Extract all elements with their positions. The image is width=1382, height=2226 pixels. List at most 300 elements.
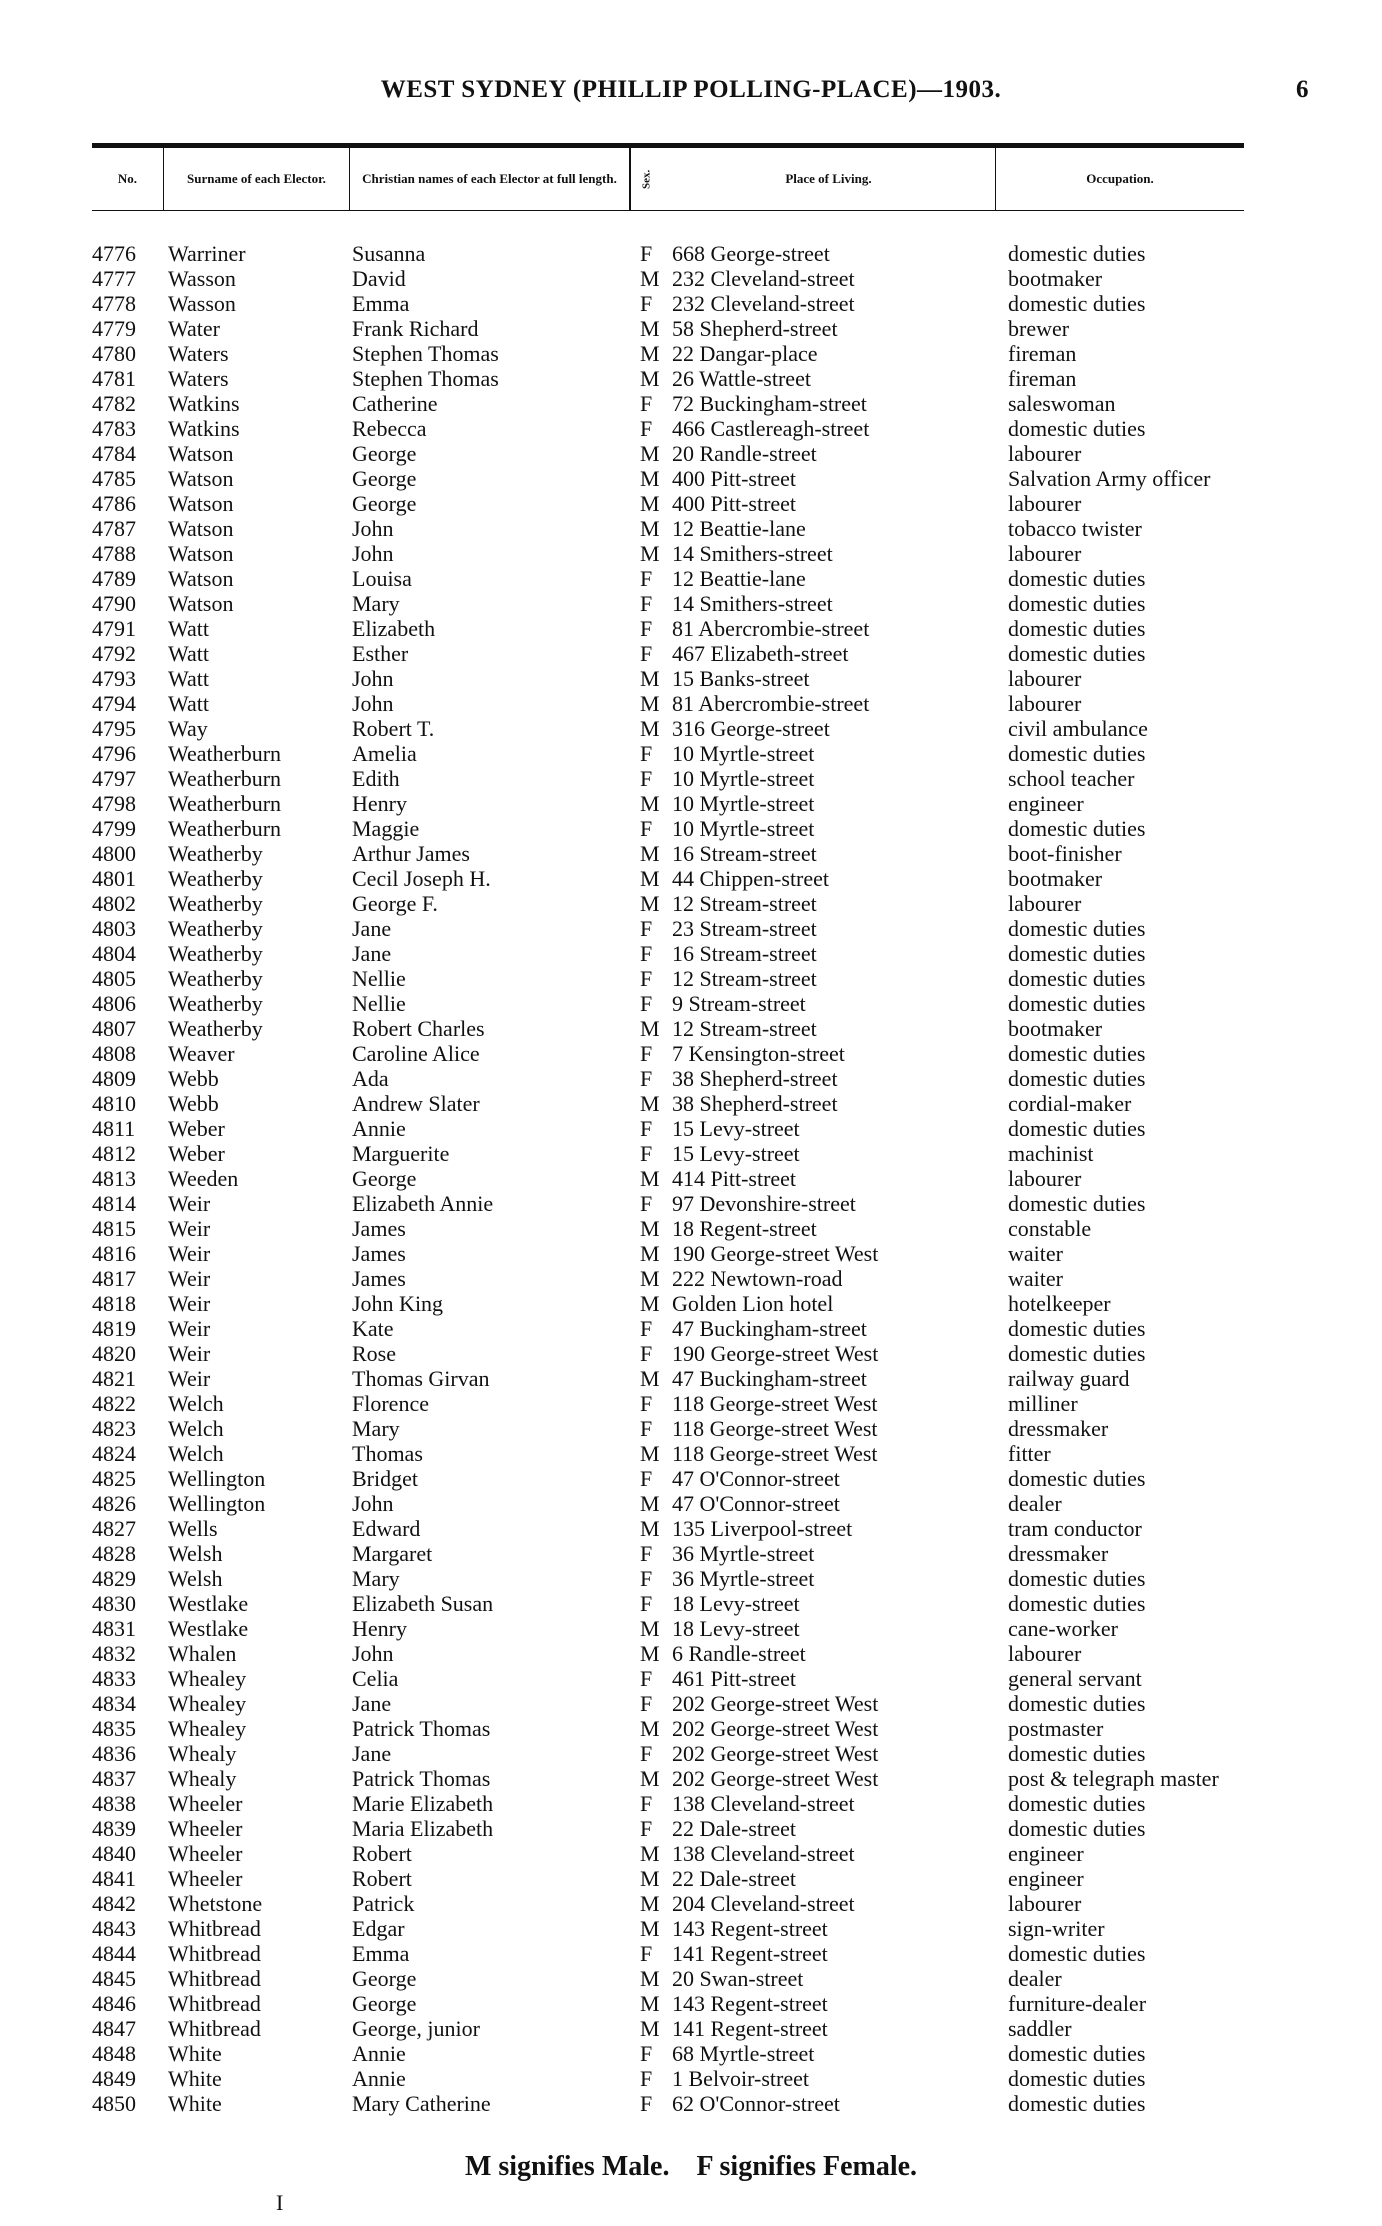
elector-sex: M [640, 266, 660, 291]
elector-christian-names: Stephen Thomas [352, 341, 499, 366]
elector-christian-names: John [352, 516, 394, 541]
elector-christian-names: George [352, 466, 417, 491]
elector-christian-names: Nellie [352, 991, 406, 1016]
elector-sex: F [640, 1466, 653, 1491]
elector-surname: Weber [168, 1116, 225, 1141]
elector-occupation: fireman [1008, 341, 1077, 366]
elector-christian-names: Henry [352, 1616, 407, 1641]
elector-sex: M [640, 866, 660, 891]
elector-occupation: cane-worker [1008, 1616, 1118, 1641]
elector-sex: M [640, 1441, 660, 1466]
elector-sex: M [640, 441, 660, 466]
elector-occupation: bootmaker [1008, 266, 1103, 291]
table-row [0, 1516, 1382, 1541]
elector-sex: M [640, 1841, 660, 1866]
table-row [0, 1016, 1382, 1041]
elector-occupation: domestic duties [1008, 816, 1146, 841]
elector-christian-names: Annie [352, 2041, 406, 2066]
elector-christian-names: Mary Catherine [352, 2091, 491, 2116]
table-row [0, 941, 1382, 966]
elector-surname: Welsh [168, 1566, 223, 1591]
elector-place-of-living: 97 Devonshire-street [672, 1191, 856, 1216]
elector-place-of-living: 202 George-street West [672, 1741, 879, 1766]
table-row [0, 1416, 1382, 1441]
elector-number: 4780 [92, 341, 136, 366]
elector-christian-names: Andrew Slater [352, 1091, 480, 1116]
elector-number: 4832 [92, 1641, 136, 1666]
elector-place-of-living: 143 Regent-street [672, 1916, 828, 1941]
elector-place-of-living: 26 Wattle-street [672, 366, 811, 391]
elector-number: 4822 [92, 1391, 136, 1416]
table-row [0, 541, 1382, 566]
elector-number: 4815 [92, 1216, 136, 1241]
elector-occupation: general servant [1008, 1666, 1142, 1691]
elector-christian-names: Jane [352, 1741, 392, 1766]
elector-christian-names: Esther [352, 641, 409, 666]
elector-place-of-living: 81 Abercrombie-street [672, 616, 870, 641]
elector-place-of-living: 1 Belvoir-street [672, 2066, 810, 2091]
elector-place-of-living: 400 Pitt-street [672, 466, 797, 491]
elector-surname: Watt [168, 616, 209, 641]
elector-christian-names: Edward [352, 1516, 421, 1541]
table-row [0, 1441, 1382, 1466]
elector-number: 4823 [92, 1416, 136, 1441]
elector-place-of-living: 10 Myrtle-street [672, 741, 815, 766]
elector-place-of-living: 12 Beattie-lane [672, 516, 806, 541]
elector-christian-names: Edgar [352, 1916, 405, 1941]
elector-number: 4850 [92, 2091, 136, 2116]
elector-surname: Whealy [168, 1766, 237, 1791]
elector-number: 4785 [92, 466, 136, 491]
elector-sex: M [640, 1616, 660, 1641]
elector-number: 4793 [92, 666, 136, 691]
elector-surname: Wasson [168, 266, 236, 291]
elector-number: 4776 [92, 241, 136, 266]
elector-occupation: labourer [1008, 441, 1082, 466]
table-row [0, 1366, 1382, 1391]
elector-place-of-living: 10 Myrtle-street [672, 816, 815, 841]
elector-number: 4788 [92, 541, 136, 566]
elector-sex: M [640, 366, 660, 391]
elector-surname: Weatherby [168, 891, 263, 916]
elector-number: 4847 [92, 2016, 136, 2041]
elector-number: 4841 [92, 1866, 136, 1891]
elector-place-of-living: 232 Cleveland-street [672, 291, 855, 316]
elector-occupation: brewer [1008, 316, 1070, 341]
elector-christian-names: John [352, 1491, 394, 1516]
elector-place-of-living: 467 Elizabeth-street [672, 641, 849, 666]
elector-christian-names: John [352, 691, 394, 716]
elector-occupation: bootmaker [1008, 1016, 1103, 1041]
elector-place-of-living: Golden Lion hotel [672, 1291, 834, 1316]
elector-sex: F [640, 1541, 653, 1566]
elector-christian-names: Marie Elizabeth [352, 1791, 494, 1816]
elector-number: 4801 [92, 866, 136, 891]
elector-christian-names: Mary [352, 1566, 400, 1591]
elector-number: 4796 [92, 741, 136, 766]
table-row [0, 891, 1382, 916]
elector-christian-names: John [352, 1641, 394, 1666]
table-row [0, 1591, 1382, 1616]
elector-occupation: hotelkeeper [1008, 1291, 1111, 1316]
elector-sex: M [640, 1716, 660, 1741]
elector-christian-names: Jane [352, 941, 392, 966]
elector-occupation: domestic duties [1008, 991, 1146, 1016]
table-row [0, 791, 1382, 816]
elector-sex: F [640, 291, 653, 316]
elector-surname: Weatherby [168, 941, 263, 966]
elector-number: 4777 [92, 266, 136, 291]
elector-place-of-living: 38 Shepherd-street [672, 1066, 838, 1091]
elector-christian-names: James [352, 1266, 406, 1291]
table-row [0, 2016, 1382, 2041]
elector-number: 4799 [92, 816, 136, 841]
elector-place-of-living: 190 George-street West [672, 1341, 879, 1366]
elector-sex: M [640, 491, 660, 516]
table-row [0, 466, 1382, 491]
table-row [0, 1841, 1382, 1866]
elector-occupation: domestic duties [1008, 616, 1146, 641]
elector-number: 4789 [92, 566, 136, 591]
elector-number: 4783 [92, 416, 136, 441]
elector-sex: F [640, 1066, 653, 1091]
elector-occupation: waiter [1008, 1266, 1063, 1291]
elector-number: 4840 [92, 1841, 136, 1866]
elector-surname: Weaver [168, 1041, 235, 1066]
table-row [0, 1041, 1382, 1066]
elector-christian-names: Kate [352, 1316, 394, 1341]
elector-occupation: domestic duties [1008, 941, 1146, 966]
elector-sex: F [640, 616, 653, 641]
elector-occupation: domestic duties [1008, 916, 1146, 941]
elector-christian-names: James [352, 1241, 406, 1266]
elector-number: 4779 [92, 316, 136, 341]
elector-place-of-living: 190 George-street West [672, 1241, 879, 1266]
table-row [0, 1941, 1382, 1966]
elector-number: 4784 [92, 441, 136, 466]
elector-place-of-living: 47 O'Connor-street [672, 1491, 840, 1516]
elector-number: 4827 [92, 1516, 136, 1541]
elector-christian-names: John [352, 666, 394, 691]
elector-sex: F [640, 1341, 653, 1366]
elector-christian-names: Elizabeth Annie [352, 1191, 494, 1216]
elector-surname: Waters [168, 341, 229, 366]
elector-surname: Way [168, 716, 208, 741]
elector-christian-names: George [352, 441, 417, 466]
elector-christian-names: Henry [352, 791, 407, 816]
elector-christian-names: Thomas [352, 1441, 423, 1466]
elector-number: 4842 [92, 1891, 136, 1916]
elector-number: 4798 [92, 791, 136, 816]
elector-christian-names: Frank Richard [352, 316, 479, 341]
elector-place-of-living: 23 Stream-street [672, 916, 817, 941]
elector-number: 4839 [92, 1816, 136, 1841]
table-row [0, 1266, 1382, 1291]
elector-place-of-living: 14 Smithers-street [672, 591, 833, 616]
elector-sex: F [640, 1116, 653, 1141]
elector-occupation: civil ambulance [1008, 716, 1148, 741]
table-row [0, 966, 1382, 991]
elector-surname: Whealy [168, 1741, 237, 1766]
table-row [0, 1691, 1382, 1716]
elector-number: 4808 [92, 1041, 136, 1066]
elector-number: 4830 [92, 1591, 136, 1616]
elector-christian-names: Mary [352, 591, 400, 616]
elector-place-of-living: 16 Stream-street [672, 841, 817, 866]
elector-surname: Weir [168, 1266, 211, 1291]
elector-number: 4782 [92, 391, 136, 416]
elector-place-of-living: 18 Levy-street [672, 1591, 800, 1616]
table-row [0, 1141, 1382, 1166]
elector-number: 4807 [92, 1016, 136, 1041]
table-row [0, 1066, 1382, 1091]
elector-christian-names: Arthur James [352, 841, 470, 866]
elector-surname: Whitbread [168, 1991, 261, 2016]
elector-surname: Weir [168, 1341, 211, 1366]
elector-surname: Watson [168, 491, 234, 516]
elector-place-of-living: 141 Regent-street [672, 1941, 828, 1966]
elector-place-of-living: 232 Cleveland-street [672, 266, 855, 291]
elector-surname: Whetstone [168, 1891, 263, 1916]
elector-occupation: fireman [1008, 366, 1077, 391]
table-row [0, 266, 1382, 291]
elector-number: 4797 [92, 766, 136, 791]
elector-occupation: domestic duties [1008, 1741, 1146, 1766]
elector-christian-names: Robert Charles [352, 1016, 485, 1041]
elector-sex: F [640, 2066, 653, 2091]
table-row [0, 1666, 1382, 1691]
elector-place-of-living: 22 Dale-street [672, 1816, 796, 1841]
table-row [0, 416, 1382, 441]
elector-place-of-living: 414 Pitt-street [672, 1166, 797, 1191]
elector-surname: Whitbread [168, 1941, 261, 1966]
table-row [0, 1566, 1382, 1591]
elector-occupation: labourer [1008, 491, 1082, 516]
elector-christian-names: John [352, 541, 394, 566]
legend-note [0, 2151, 1382, 2183]
elector-place-of-living: 72 Buckingham-street [672, 391, 867, 416]
elector-sex: F [640, 591, 653, 616]
elector-number: 4837 [92, 1766, 136, 1791]
elector-place-of-living: 22 Dangar-place [672, 341, 818, 366]
elector-surname: Whitbread [168, 1966, 261, 1991]
elector-sex: M [640, 666, 660, 691]
elector-christian-names: George [352, 1991, 417, 2016]
elector-number: 4809 [92, 1066, 136, 1091]
elector-surname: Watt [168, 691, 209, 716]
elector-number: 4820 [92, 1341, 136, 1366]
elector-number: 4813 [92, 1166, 136, 1191]
elector-place-of-living: 12 Stream-street [672, 966, 817, 991]
elector-place-of-living: 222 Newtown-road [672, 1266, 843, 1291]
elector-christian-names: Emma [352, 291, 410, 316]
elector-surname: Watson [168, 466, 234, 491]
elector-number: 4805 [92, 966, 136, 991]
elector-occupation: domestic duties [1008, 2091, 1146, 2116]
elector-sex: F [640, 966, 653, 991]
elector-sex: F [640, 991, 653, 1016]
elector-number: 4778 [92, 291, 136, 316]
elector-occupation: engineer [1008, 791, 1084, 816]
elector-surname: Whealey [168, 1716, 247, 1741]
elector-number: 4786 [92, 491, 136, 516]
table-row [0, 341, 1382, 366]
table-row [0, 1541, 1382, 1566]
elector-surname: Weir [168, 1291, 211, 1316]
elector-place-of-living: 22 Dale-street [672, 1866, 796, 1891]
elector-surname: Watkins [168, 391, 240, 416]
elector-occupation: fitter [1008, 1441, 1051, 1466]
table-row [0, 366, 1382, 391]
elector-surname: Watt [168, 666, 209, 691]
elector-sex: M [640, 691, 660, 716]
elector-christian-names: George F. [352, 891, 438, 916]
elector-christian-names: Amelia [352, 741, 417, 766]
elector-occupation: dealer [1008, 1966, 1062, 1991]
elector-surname: Whitbread [168, 2016, 261, 2041]
elector-sex: M [640, 341, 660, 366]
page-mark: I [276, 2190, 284, 2215]
elector-occupation: cordial-maker [1008, 1091, 1132, 1116]
table-row [0, 1116, 1382, 1141]
elector-surname: Weir [168, 1241, 211, 1266]
elector-occupation: domestic duties [1008, 1066, 1146, 1091]
elector-occupation: labourer [1008, 691, 1082, 716]
elector-surname: Wells [168, 1516, 218, 1541]
male-note: M signifies Male. [464, 2151, 670, 2182]
elector-occupation: engineer [1008, 1866, 1084, 1891]
elector-sex: F [640, 1191, 653, 1216]
elector-surname: Weatherby [168, 866, 263, 891]
elector-christian-names: Catherine [352, 391, 438, 416]
elector-occupation: domestic duties [1008, 1341, 1146, 1366]
table-row [0, 866, 1382, 891]
table-row [0, 566, 1382, 591]
elector-christian-names: Annie [352, 1116, 406, 1141]
elector-occupation: tram conductor [1008, 1516, 1142, 1541]
elector-occupation: engineer [1008, 1841, 1084, 1866]
elector-occupation: domestic duties [1008, 1691, 1146, 1716]
elector-place-of-living: 141 Regent-street [672, 2016, 828, 2041]
elector-sex: M [640, 1291, 660, 1316]
elector-surname: Weir [168, 1316, 211, 1341]
table-row [0, 716, 1382, 741]
elector-christian-names: Rebecca [352, 416, 427, 441]
elector-sex: M [640, 1366, 660, 1391]
elector-surname: Whealey [168, 1666, 247, 1691]
table-row [0, 1791, 1382, 1816]
table-row [0, 641, 1382, 666]
table-row [0, 691, 1382, 716]
table-row [0, 1916, 1382, 1941]
elector-surname: Weatherburn [168, 816, 282, 841]
elector-number: 4817 [92, 1266, 136, 1291]
elector-number: 4849 [92, 2066, 136, 2091]
elector-surname: Webb [168, 1091, 219, 1116]
elector-sex: M [640, 1241, 660, 1266]
elector-surname: Wheeler [168, 1841, 243, 1866]
elector-occupation: labourer [1008, 1641, 1082, 1666]
elector-surname: Weatherby [168, 916, 263, 941]
elector-number: 4834 [92, 1691, 136, 1716]
table-row [0, 1341, 1382, 1366]
elector-surname: Wheeler [168, 1816, 243, 1841]
elector-christian-names: George [352, 1966, 417, 1991]
elector-occupation: dressmaker [1008, 1541, 1109, 1566]
elector-christian-names: David [352, 266, 406, 291]
elector-place-of-living: 15 Levy-street [672, 1116, 800, 1141]
elector-occupation: school teacher [1008, 766, 1135, 791]
elector-occupation: tobacco twister [1008, 516, 1142, 541]
elector-number: 4814 [92, 1191, 136, 1216]
table-row [0, 1241, 1382, 1266]
elector-place-of-living: 58 Shepherd-street [672, 316, 838, 341]
elector-occupation: labourer [1008, 541, 1082, 566]
elector-christian-names: Rose [352, 1341, 396, 1366]
elector-occupation: domestic duties [1008, 1466, 1146, 1491]
elector-christian-names: James [352, 1216, 406, 1241]
elector-christian-names: Patrick Thomas [352, 1716, 491, 1741]
elector-occupation: domestic duties [1008, 2066, 1146, 2091]
elector-sex: F [640, 766, 653, 791]
elector-place-of-living: 20 Randle-street [672, 441, 817, 466]
elector-christian-names: Cecil Joseph H. [352, 866, 491, 891]
elector-sex: F [640, 1141, 653, 1166]
elector-occupation: domestic duties [1008, 741, 1146, 766]
elector-surname: Westlake [168, 1616, 249, 1641]
elector-number: 4838 [92, 1791, 136, 1816]
elector-number: 4803 [92, 916, 136, 941]
elector-surname: Whitbread [168, 1916, 261, 1941]
elector-sex: F [640, 391, 653, 416]
table-row [0, 1966, 1382, 1991]
elector-sex: F [640, 2041, 653, 2066]
elector-surname: Water [168, 316, 220, 341]
elector-occupation: bootmaker [1008, 866, 1103, 891]
elector-surname: Wasson [168, 291, 236, 316]
elector-place-of-living: 143 Regent-street [672, 1991, 828, 2016]
elector-number: 4819 [92, 1316, 136, 1341]
elector-number: 4812 [92, 1141, 136, 1166]
elector-surname: Watson [168, 566, 234, 591]
elector-number: 4848 [92, 2041, 136, 2066]
elector-christian-names: Jane [352, 916, 392, 941]
elector-sex: F [640, 916, 653, 941]
table-row [0, 591, 1382, 616]
elector-surname: Weir [168, 1216, 211, 1241]
elector-sex: M [640, 1166, 660, 1191]
table-row [0, 1616, 1382, 1641]
elector-sex: M [640, 516, 660, 541]
elector-christian-names: John King [352, 1291, 444, 1316]
elector-christian-names: Caroline Alice [352, 1041, 480, 1066]
elector-occupation: dressmaker [1008, 1416, 1109, 1441]
table-row [0, 516, 1382, 541]
table-row [0, 2066, 1382, 2091]
elector-place-of-living: 47 Buckingham-street [672, 1366, 867, 1391]
elector-sex: M [640, 1766, 660, 1791]
elector-sex: F [640, 1941, 653, 1966]
elector-occupation: domestic duties [1008, 1316, 1146, 1341]
elector-place-of-living: 36 Myrtle-street [672, 1541, 815, 1566]
elector-surname: Weatherby [168, 991, 263, 1016]
elector-sex: M [640, 1016, 660, 1041]
elector-number: 4846 [92, 1991, 136, 2016]
elector-surname: Wellington [168, 1466, 266, 1491]
table-row [0, 916, 1382, 941]
elector-place-of-living: 202 George-street West [672, 1716, 879, 1741]
elector-number: 4806 [92, 991, 136, 1016]
